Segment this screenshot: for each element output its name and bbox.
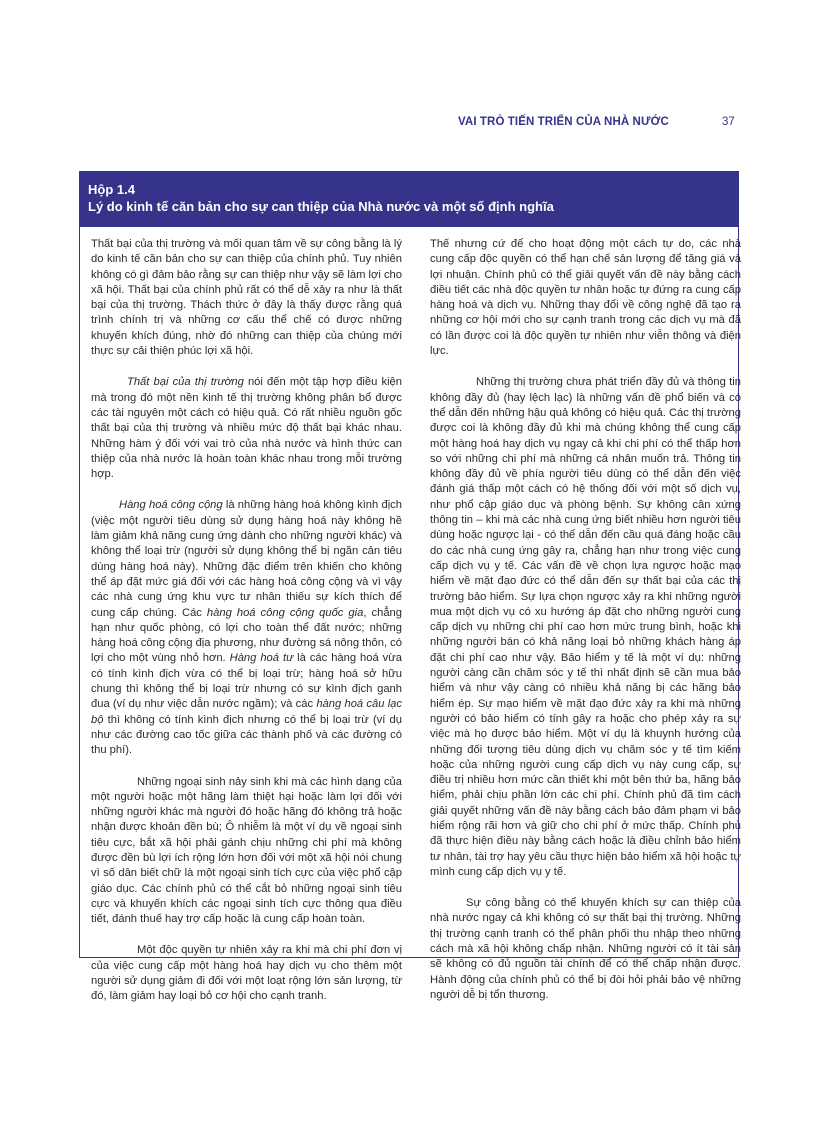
paragraph-text: nói đến một tập hợp điều kiện mà trong đó một nền kinh tế thị trường không phân bổ được các tài nguyên một cách có hiệu quả. Có rất nhiều nguồn gốc thất bại của thị trường và nhiều mức độ thất bại khác nhau. Những hàm ý đối với vai trò của nhà nước và hình thức can thiệp của nhà nước là hoàn toàn khác nhau trong mỗi trường hợp. (91, 376, 402, 481)
running-header (0, 116, 816, 132)
term-club-goods: hàng hoá câu lạc bộ (91, 698, 402, 726)
term-private-goods: Hàng hoá tư (229, 652, 294, 665)
box-number: Hộp 1.4 (88, 182, 135, 197)
left-paragraph-5: Một độc quyền tự nhiên xảy ra khi mà chi phí đơn vị của việc cung cấp một hàng hoá hay dịch vụ cho thêm một người sử dụng giảm đi đối với một loạt rộng lớn sản lượng, từ đó, làm giảm hay loại bỏ cơ hội cho cạnh tranh. (91, 944, 402, 1003)
left-paragraph-2 (91, 375, 402, 482)
term-public-goods: Hàng hoá công cộng (119, 499, 223, 512)
paragraph-text: là các hàng hoá vừa có tính kình địch vừa có thể bị loại trừ; hàng hoá sở hữu chung thì không thể bị loại trừ nhưng có sự kình địch ganh đua (ví dụ như việc dẫn nước ngầm); và các (91, 652, 402, 711)
term-market-failure: Thất bại của thị trường (127, 376, 244, 389)
paragraph-text: , chẳng hạn như quốc phòng, có lợi cho toàn thể đất nước; những hàng hoá công cộng địa phương, như đường sá nông thôn, có lợi cho một vùng nhỏ hơn. (91, 606, 402, 665)
right-paragraph-3: Sự công bằng có thể khuyến khích sự can thiệp của nhà nước ngay cả khi không có sự thất bại thị trường. Những thị trường cạnh tranh có thể phân phối thu nhập theo những cách mà xã hội không chấp nhận. Những người có ít tài sản sẽ không có đủ nguồn tài chính để có thể chấp nhận được. Hành động của chính phủ có thể bị đòi hỏi phải bảo vệ những người dễ bị tổn thương. (430, 897, 741, 1001)
running-title: VAI TRÒ TIẾN TRIỂN CỦA NHÀ NƯỚC (458, 116, 669, 128)
box-title: Lý do kinh tế căn bản cho sự can thiệp của Nhà nước và một số định nghĩa (88, 199, 554, 214)
box-header (80, 171, 738, 227)
left-paragraph-4: Những ngoại sinh nảy sinh khi mà các hình dạng của một người hoặc một hãng làm thiệt hại hoặc làm lợi đối với những người khác mà người đó hoặc hãng đó không trả hoặc nhận được khoản đền bù; Ô nhiễm là một ví dụ về ngoại sinh tiêu cực, bắt xã hội phải gánh chịu những chi phí mà không được đền bù lợi ích rộng lớn hơn đối với một xã hội nói chung vì số dân biết chữ là một ngoại sinh tích cực của việc phổ cập giáo dục. Các chính phủ có thể cắt bỏ những ngoại sinh tiêu cực và khuyến khích các ngoại sinh tích cực thông qua điều tiết, đánh thuế hay trợ cấp hoặc là cung cấp hoàn toàn. (91, 775, 402, 926)
right-paragraph-2: Những thị trường chưa phát triển đầy đủ và thông tin không đầy đủ (hay lệch lạc) là những vấn đề phổ biến và có thể dẫn đến những hậu quả không có hiệu quả. Các thị trường được coi là không đầy đủ khi mà chúng không thể cung cấp một hàng hoá hay dịch vụ ngay cả khi chi phí có thể thấp hơn so với những chi phí mà những cá nhân muốn trả. Thông tin không đầy đủ về phía người tiêu dùng có thể dẫn đến việc đánh giá thấp một cách có hệ thống đối với một số dịch vụ, như phổ cập giáo dục và phòng bệnh. Sự không cân xứng thông tin – khi mà các nhà cung ứng biết nhiều hơn người tiêu dùng hoặc ngược lại - có thể dẫn đến cầu quá đáng hoặc cầu do các nhà cung ứng gây ra, chẳng hạn như trong việc cung cấp dịch vụ y tế. Các vấn đề về chọn lựa ngược hoặc mạo hiểm về mặt đạo đức có thể dẫn đến sự thất bại của các thị trường bảo hiểm. Sự lựa chọn ngược xảy ra khi những người mua một dịch vụ có xu hướng áp đặt cho những người cung cấp dịch vụ những chi phí cao hơn mức trung bình, hoặc khi những người bán có khả năng loại bỏ những khách hàng áp đặt chi phí cao như vậy. Bảo hiểm y tế là một ví dụ: những người càng cần chăm sóc y tế thì nhất định sẽ cần mua bảo hiểm và như vậy càng có nhiều khả năng bị các hãng bảo hiểm ép. Sự mạo hiểm về mặt đạo đức xảy ra khi mà những người có bảo hiểm có tính gây ra hoặc cho phép xảy ra sự việc mà họ được bảo hiểm. Một ví dụ là khuynh hướng của những đối tượng tiêu dùng dịch vụ chăm sóc y tế tìm kiếm hoặc của những người cung cấp dịch vụ này cung cấp, sự điều trị nhiều hơn mức cần thiết khi một bên thứ ba, hãng bảo hiểm, phải chịu phần lớn các chi phí. Chính phủ đã tìm cách giải quyết những vấn đề này bằng cách bảo đảm phạm vi bảo hiểm rộng rãi hơn và giữ cho chi phí ở mức thấp. Chính phủ đã thực hiện điều này bằng cách hoặc là điều chỉnh bảo hiểm tư nhân, tài trợ hay yêu cầu thực hiện bảo hiểm xã hội hoặc tự mình cung cấp dịch vụ y tế. (430, 376, 741, 878)
right-column (430, 237, 741, 1019)
left-paragraph-1: Thất bại của thị trường và mối quan tâm về sự công bằng là lý do kinh tế căn bản cho sự can thiệp của chính phủ. Tuy nhiên không có gì đảm bảo rằng sự can thiệp như vậy sẽ làm lợi cho xã hội. Thất bại của chính phủ rất có thể dễ xảy ra như là thất bại của thị trường. Thách thức ở đây là thấy được rằng quá trình chính trị và những cơ cấu thể chế có được những khuyến khích đúng, nhờ đó những can thiệp của chúng mới thực sự cải thiện phúc lợi xã hội. (91, 238, 402, 358)
right-paragraph-1: Thế nhưng cứ để cho hoạt động một cách tự do, các nhà cung cấp độc quyền có thể hạn chế sản lượng để tăng giá và lợi nhuận. Chính phủ có thể giải quyết vấn đề này bằng cách điều tiết các nhà độc quyền tư nhân hoặc tự đứng ra cung cấp hàng hoá và dịch vụ. Những thay đổi về công nghệ đã tạo ra những cơ hội mới cho sự cạnh tranh trong các dịch vụ mà đã có lần được coi là độc quyền tự nhiên như viễn thông và điện lực. (430, 238, 741, 358)
page-number: 37 (722, 116, 735, 128)
paragraph-text: thì không có tính kình địch nhưng có thể bị loại trừ (ví dụ như các đường cao tốc giữa các thành phố và các đường có thu phí). (91, 713, 402, 757)
paragraph-text: là những hàng hoá không kình địch (việc một người tiêu dùng sử dụng hàng hoá này không hề làm giảm khả năng cung ứng dành cho những người khác) và không thể loại trừ (người sử dụng không thể bị ngăn cản tiêu dùng hàng hoá này). Những đặc điểm trên khiến cho không thể áp đặt mức giá đối với các hàng hoá công cộng và vì vậy các nhà cung ứng khu vực tư nhân thiếu sự kích thích để cung cấp chúng. Các (91, 499, 403, 619)
left-paragraph-3 (91, 498, 402, 758)
box-1-4 (79, 171, 741, 1003)
term-national-public-goods: hàng hoá công cộng quốc gia (206, 606, 364, 619)
left-column (91, 237, 402, 1021)
